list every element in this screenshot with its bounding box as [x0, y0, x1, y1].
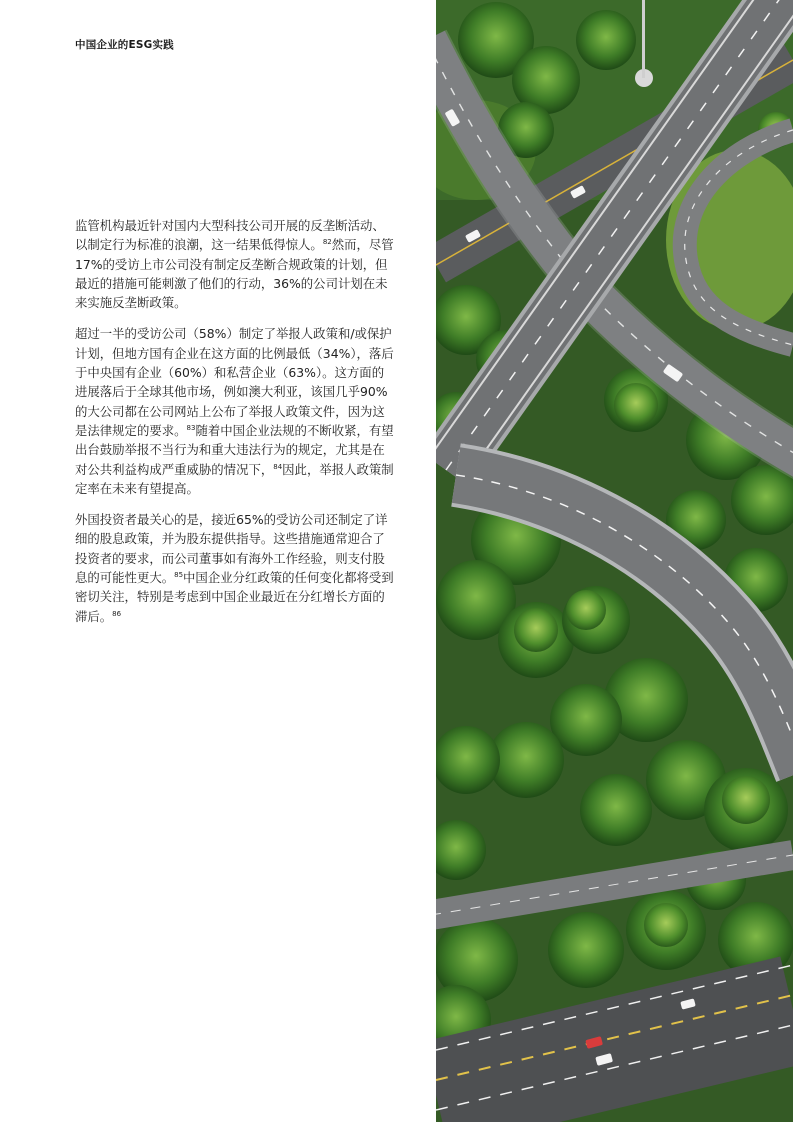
paragraph-2-text-c: 因此，举报人政策制定率在未来有望提高。 [75, 461, 394, 496]
paragraph-2-text-a: 超过一半的受访公司（58%）制定了举报人政策和/或保护计划，但地方国有企业在这方面的比例最低（34%），落后于中央国有企业（60%）和私营企业（63%）。这方面的进展落后于全球其他市场，例如澳大利亚，该国几乎90%的大公司都在公司网站上公布了举报人政策文件，因为这是法律规定的要求。 [75, 326, 394, 438]
footnote-ref-82: 82 [322, 238, 332, 247]
paragraph-3-text-a: 外国投资者最关心的是，接近65%的受访公司还制定了详细的股息政策，并为股东提供指导。这些措施通常迎合了投资者的要求，而公司董事如有海外工作经验，则支付股息的可能性更大。 [75, 512, 388, 586]
paragraph-2 [75, 324, 395, 498]
paragraph-1-text-a: 监管机构最近针对国内大型科技公司开展的反垄断活动、以制定行为标准的浪潮，这一结果低得惊人。 [75, 218, 385, 253]
footnote-ref-83: 83 [186, 423, 196, 432]
footnote-ref-84: 84 [273, 462, 283, 471]
document-header: 中国企业的ESG实践 [75, 39, 174, 51]
paragraph-2-text-b: 随着中国企业法规的不断收紧，有望出台鼓励举报不当行为和重大违法行为的规定，尤其是在对公共利益构成严重威胁的情况下， [75, 422, 394, 477]
body-text [75, 216, 395, 638]
paragraph-1 [75, 216, 395, 312]
footnote-ref-86: 86 [112, 609, 122, 618]
highway-interchange-photo [436, 0, 793, 1122]
paragraph-3 [75, 510, 395, 626]
paragraph-3-text-b: 中国企业分红政策的任何变化都将受到密切关注，特别是考虑到中国企业最近在分红增长方面的滞后。 [75, 570, 394, 624]
paragraph-1-text-b: 然而，尽管17%的受访上市公司没有制定反垄断合规政策的计划，但最近的措施可能刺激了他们的行动，36%的公司计划在未来实施反垄断政策。 [75, 237, 394, 311]
footnote-ref-85: 85 [174, 571, 184, 580]
